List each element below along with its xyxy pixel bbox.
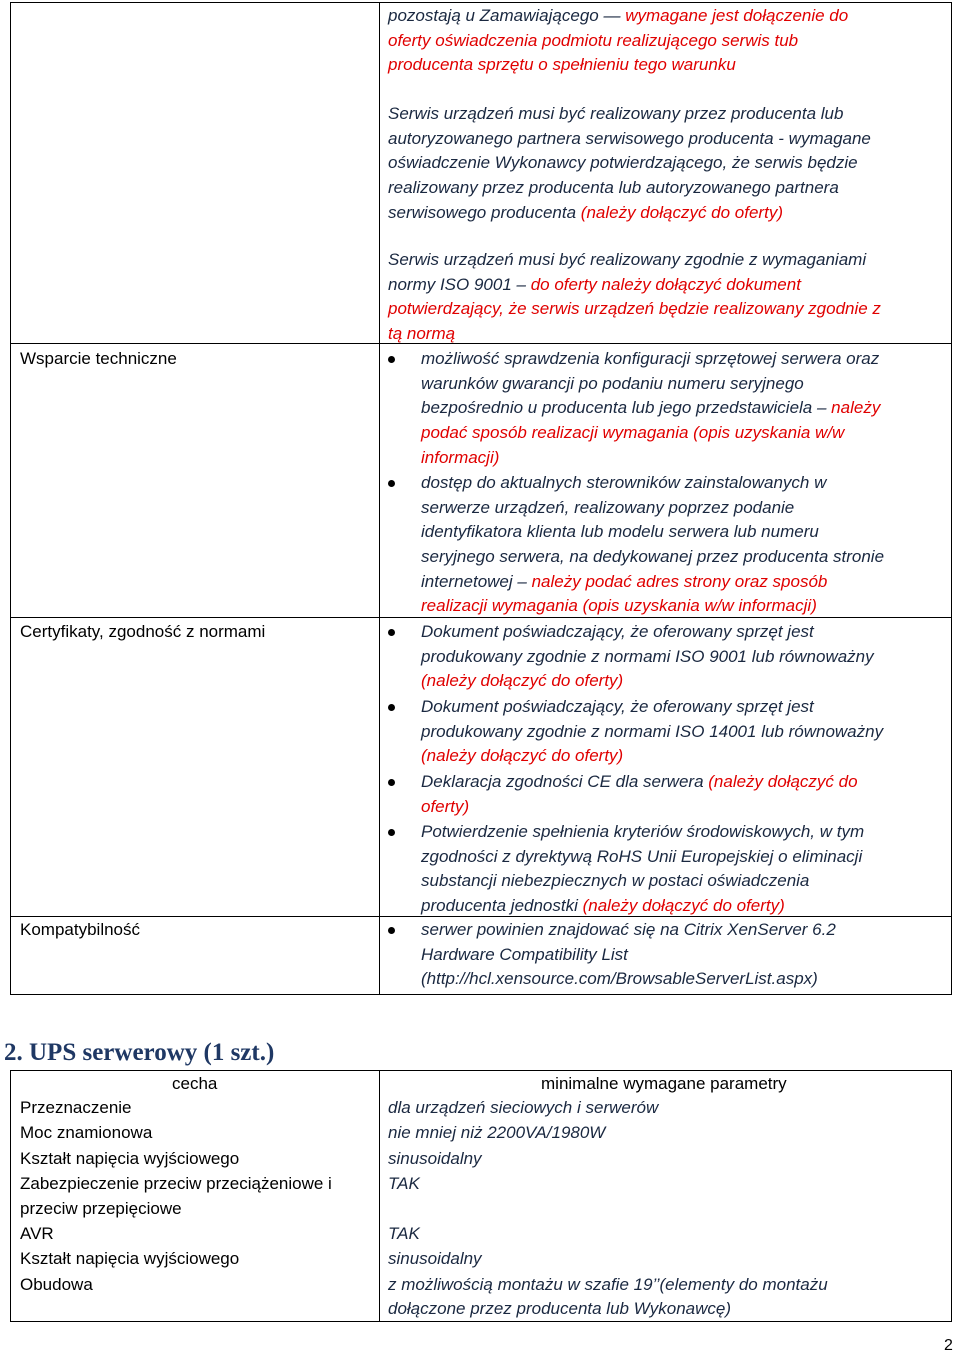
row-label: Wsparcie techniczne	[20, 349, 177, 368]
text-run: (należy dołączyć do oferty)	[582, 895, 785, 915]
row-label: Moc znamionowa	[20, 1123, 153, 1143]
text-line	[421, 496, 794, 520]
text-run: warunków gwarancji po podaniu numeru seryjnego	[421, 373, 804, 393]
text-run: autoryzowanego partnera serwisowego producenta - wymagane	[388, 128, 871, 148]
bullet-icon	[388, 480, 395, 487]
text-run: informacji)	[421, 447, 500, 467]
column-header-params: minimalne wymagane parametry	[541, 1074, 787, 1093]
bullet-icon	[388, 704, 395, 711]
row-label: przeciw przepięciowe	[20, 1198, 182, 1218]
row-value: z możliwością montażu w szafie 19’’(elementy do montażu	[388, 1274, 828, 1294]
text-line	[421, 720, 883, 744]
row-label: Certyfikaty, zgodność z normami	[20, 622, 266, 641]
text-run: Dokument poświadczający, że oferowany sprzęt jest	[421, 697, 814, 716]
text-line	[388, 201, 783, 225]
text-run: bezpośrednio u producenta lub jego przedstawiciela –	[421, 398, 832, 418]
row-label: Obudowa	[20, 1274, 93, 1294]
text-line	[421, 570, 827, 594]
text-line	[421, 421, 844, 445]
text-run: serwerze urządzeń, realizowany poprzez podanie	[421, 497, 795, 517]
row-value: dołączone przez producenta lub Wykonawcę)	[388, 1299, 732, 1319]
text-run: do oferty należy dołączyć dokument	[530, 274, 801, 294]
text-run: (należy dołączyć do oferty)	[421, 746, 624, 766]
text-run: oświadczenie Wykonawcy potwierdzającego, że serwis będzie	[388, 153, 858, 173]
text-line	[421, 645, 874, 669]
text-line	[421, 594, 817, 618]
text-run: oferty oświadczenia podmiotu realizującego serwis tub	[388, 30, 799, 50]
text-line	[388, 127, 871, 151]
row-value: TAK	[388, 1173, 420, 1193]
text-line	[421, 471, 826, 495]
text-line	[421, 820, 864, 844]
row-label: Kształt napięcia wyjściowego	[20, 1148, 240, 1168]
text-line	[388, 29, 798, 53]
text-run: Hardware Compatibility List	[421, 944, 628, 964]
row-value: dla urządzeń sieciowych i serwerów	[388, 1098, 659, 1117]
text-run: należy podać adres strony oraz sposób	[531, 571, 828, 591]
text-line	[421, 396, 880, 420]
text-run: (http://hcl.xensource.com/BrowsableServerList.aspx)	[421, 969, 818, 989]
bullet-icon	[388, 779, 395, 786]
text-run: wymagane jest dołączenie do	[625, 6, 849, 25]
text-run: Dokument poświadczający, że oferowany sprzęt jest	[421, 622, 814, 641]
row-label: Kompatybilność	[20, 920, 141, 939]
text-line	[421, 869, 809, 893]
bullet-icon	[388, 629, 395, 636]
row-label: Kształt napięcia wyjściowego	[20, 1249, 240, 1269]
row-value: TAK	[388, 1224, 420, 1243]
text-line	[388, 297, 881, 321]
text-line	[388, 248, 866, 272]
text-run: (należy dołączyć do	[708, 772, 858, 791]
text-run: seryjnego serwera, na dedykowanej przez producenta stronie	[421, 546, 885, 566]
text-line	[388, 4, 848, 28]
text-run: podać sposób realizacji wymagania (opis uzyskania w/w	[421, 422, 845, 442]
text-line	[388, 273, 801, 297]
text-line	[421, 620, 814, 644]
text-run: pozostają u Zamawiającego —	[388, 6, 626, 25]
text-line	[388, 151, 858, 175]
text-run: substancji niebezpiecznych w postaci oświadczenia	[421, 871, 810, 891]
text-run: internetowej –	[421, 571, 532, 591]
text-line	[421, 894, 785, 918]
text-run: możliwość sprawdzenia konfiguracji sprzętowej serwera oraz	[421, 349, 880, 368]
text-run: oferty)	[421, 796, 470, 816]
text-run: potwierdzający, że serwis urządzeń będzie realizowany zgodnie z	[388, 299, 881, 319]
text-run: realizacji wymagania (opis uzyskania w/w informacji)	[421, 596, 817, 616]
text-line	[388, 322, 455, 346]
section-heading: 2. UPS serwerowy (1 szt.)	[4, 1039, 275, 1066]
text-line	[421, 669, 623, 693]
text-line	[388, 176, 839, 200]
text-run: dostęp do aktualnych sterowników zainstalowanych w	[421, 473, 827, 492]
text-run: serwer powinien znajdować się na Citrix XenServer 6.2	[421, 920, 836, 939]
text-run: serwisowego producenta	[388, 202, 581, 222]
text-run: tą normą	[388, 323, 456, 343]
text-run: normy ISO 9001 –	[388, 274, 531, 294]
text-run: Serwis urządzeń musi być realizowany przez producenta lub	[388, 104, 844, 123]
text-line	[421, 845, 862, 869]
text-line	[421, 967, 818, 991]
text-line	[388, 102, 843, 126]
row-label: Zabezpieczenie przeciw przeciążeniowe i	[20, 1173, 332, 1193]
text-run: identyfikatora klienta lub modelu serwera lub numeru	[421, 522, 819, 542]
text-run: Deklaracja zgodności CE dla serwera	[421, 772, 709, 791]
text-line	[388, 53, 736, 77]
page-number: 2	[944, 1337, 953, 1354]
text-line	[421, 545, 884, 569]
text-line	[421, 372, 804, 396]
text-run: Potwierdzenie spełnienia kryteriów środowiskowych, w tym	[421, 822, 865, 841]
text-run: należy	[831, 398, 881, 418]
text-run: zgodności z dyrektywą RoHS Unii Europejskiej o eliminacji	[421, 846, 863, 866]
row-label: Przeznaczenie	[20, 1098, 132, 1117]
row-value: sinusoidalny	[388, 1148, 482, 1168]
text-run: (należy dołączyć do oferty)	[421, 671, 624, 691]
text-run: (należy dołączyć do oferty)	[580, 202, 783, 222]
row-label: AVR	[20, 1224, 54, 1243]
text-line	[421, 770, 858, 794]
bullet-icon	[388, 829, 395, 836]
text-line	[421, 744, 623, 768]
text-run: realizowany przez producenta lub autoryzowanego partnera	[388, 177, 839, 197]
text-run: produkowany zgodnie z normami ISO 9001 lub równoważny	[421, 646, 874, 666]
text-line	[421, 695, 814, 719]
text-run: producenta jednostki	[421, 895, 583, 915]
text-line	[421, 795, 469, 819]
text-line	[421, 446, 499, 470]
text-run: produkowany zgodnie z normami ISO 14001 lub równoważny	[421, 721, 884, 741]
text-line	[421, 943, 628, 967]
text-line	[421, 520, 819, 544]
row-value: sinusoidalny	[388, 1249, 482, 1269]
text-line	[421, 918, 836, 942]
text-run: producenta sprzętu o spełnieniu tego warunku	[388, 55, 736, 75]
text-line	[421, 347, 879, 371]
column-header-feature: cecha	[172, 1074, 218, 1093]
text-run: Serwis urządzeń musi być realizowany zgodnie z wymaganiami	[388, 250, 867, 269]
row-value: nie mniej niż 2200VA/1980W	[388, 1123, 606, 1143]
bullet-icon	[388, 927, 395, 934]
bullet-icon	[388, 356, 395, 363]
